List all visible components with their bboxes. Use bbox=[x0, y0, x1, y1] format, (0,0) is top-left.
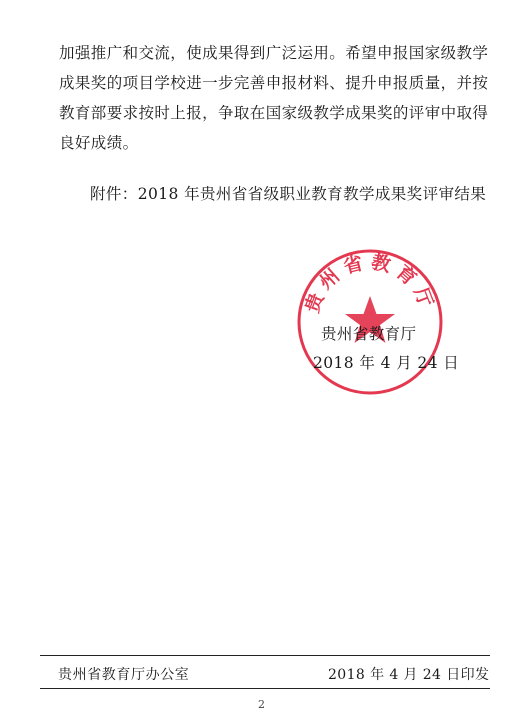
signature-date: 2018 年 4 月 24 日 bbox=[313, 354, 460, 372]
body-line: 加强推广和交流，使成果得到广泛运用。希望申报国家级教学 bbox=[59, 44, 489, 62]
footer-bottom-rule bbox=[40, 688, 490, 689]
footer-print-date: 2018 年 4 月 24 日印发 bbox=[328, 667, 490, 683]
body-line: 教育部要求按时上报，争取在国家级教学成果奖的评审中取得 bbox=[59, 104, 489, 122]
body-line: 良好成绩。 bbox=[59, 134, 139, 152]
body-paragraph bbox=[59, 38, 497, 158]
seal-text: 贵州省教育厅 bbox=[301, 250, 439, 316]
footer-top-rule bbox=[40, 655, 490, 656]
attachment-line: 附件：2018 年贵州省省级职业教育教学成果奖评审结果 bbox=[90, 185, 487, 203]
body-line: 成果奖的项目学校进一步完善申报材料、提升申报质量，并按 bbox=[59, 74, 489, 92]
footer-office: 贵州省教育厅办公室 bbox=[58, 667, 190, 683]
signer-org: 贵州省教育厅 bbox=[321, 325, 417, 343]
page-number: 2 bbox=[258, 698, 265, 711]
